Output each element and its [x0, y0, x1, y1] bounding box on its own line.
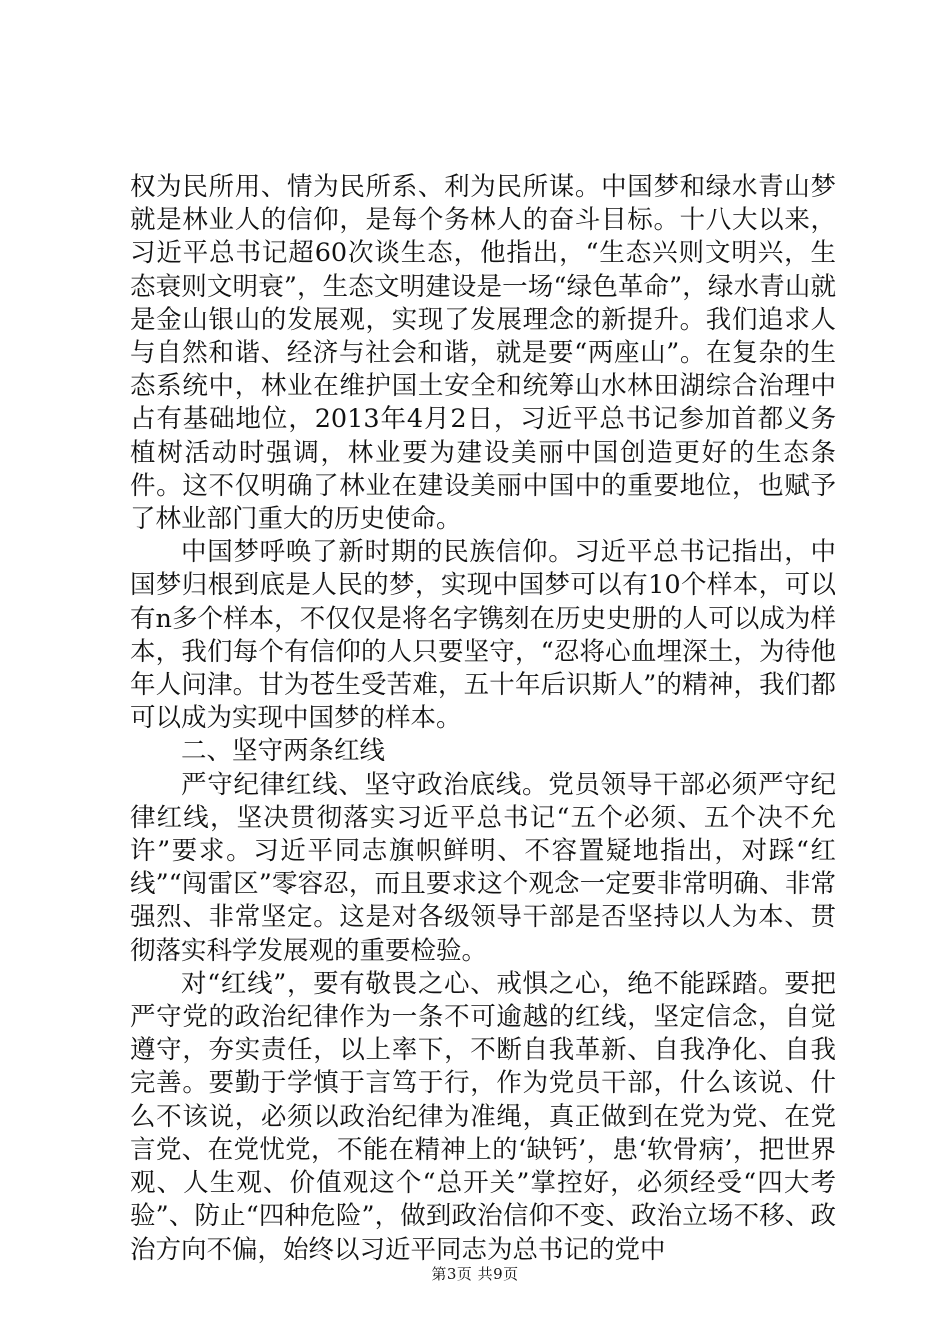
paragraph-2: 中国梦呼唤了新时期的民族信仰。习近平总书记指出，中国梦归根到底是人民的梦，实现中国梦可以有10个样本，可以有n多个样本，不仅仅是将名字镌刻在历史史册的人可以成为样本，我们每个有信仰的人只要坚守，“忍将心血埋深土，为待他年人问津。甘为苍生受苦难，五十年后识斯人”的精神，我们都可以成为实现中国梦的样本。 — [130, 537, 836, 734]
document-body — [130, 171, 836, 1267]
page-number-footer: 第3页 共9页 — [431, 1265, 519, 1283]
section-heading: 二、坚守两条红线 — [181, 736, 386, 767]
paragraph-3: 严守纪律红线、坚守政治底线。党员领导干部必须严守纪律红线，坚决贯彻落实习近平总书记“五个必须、五个决不允许”要求。习近平同志旗帜鲜明、不容置疑地指出，对踩“红线”“闯雷区”零容忍，而且要求这个观念一定要非常明确、非常强烈、非常坚定。这是对各级领导干部是否坚持以人为本、贯彻落实科学发展观的重要检验。 — [130, 769, 836, 966]
paragraph-4: 对“红线”，要有敬畏之心、戒惧之心，绝不能踩踏。要把严守党的政治纪律作为一条不可逾越的红线，坚定信念，自觉遵守，夯实责任，以上率下，不断自我革新、自我净化、自我完善。要勤于学慎于言笃于行，作为党员干部，什么该说、什么不该说，必须以政治纪律为准绳，真正做到在党为党、在党言党、在党忧党，不能在精神上的‘缺钙’，患‘软骨病’，把世界观、人生观、价值观这个“总开关”掌控好，必须经受“四大考验”、防止“四种危险”，做到政治信仰不变、政治立场不移、政治方向不偏，始终以习近平同志为总书记的党中 — [130, 968, 836, 1265]
paragraph-1: 权为民所用、情为民所系、利为民所谋。中国梦和绿水青山梦就是林业人的信仰，是每个务林人的奋斗目标。十八大以来，习近平总书记超60次谈生态，他指出，“生态兴则文明兴，生态衰则文明衰”，生态文明建设是一场“绿色革命”，绿水青山就是金山银山的发展观，实现了发展理念的新提升。我们追求人与自然和谐、经济与社会和谐，就是要“两座山”。在复杂的生态系统中，林业在维护国土安全和统筹山水林田湖综合治理中占有基础地位，2013年4月2日，习近平总书记参加首都义务植树活动时强调，林业要为建设美丽中国创造更好的生态条件。这不仅明确了林业在建设美丽中国中的重要地位，也赋予了林业部门重大的历史使命。 — [130, 172, 836, 535]
